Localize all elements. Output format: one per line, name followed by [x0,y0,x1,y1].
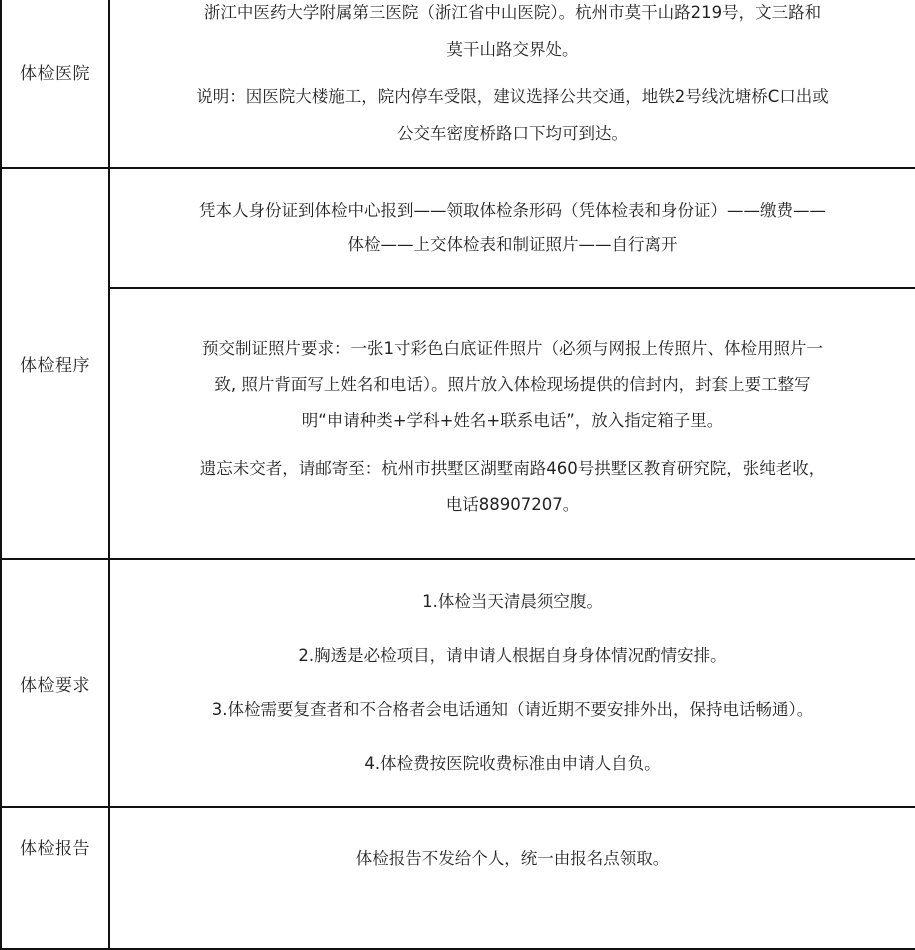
photo-requirement-line-3: 明“申请种类+学科+姓名+联系电话”，放入指定箱子里。 [301,410,724,430]
requirement-item-2: 2.胸透是必检项目，请申请人根据自身身体情况酌情安排。 [298,646,727,665]
mail-instruction-line-1: 遗忘未交者，请邮寄至：杭州市拱墅区湖墅南路460号拱墅区教育研究院，张纯老收， [199,458,826,478]
requirement-item-3: 3.体检需要复查者和不合格者会电话通知（请近期不要安排外出，保持电话畅通）。 [211,700,814,719]
table-row-procedure-flow [1,168,915,288]
row-label-report [1,807,109,949]
requirement-item-1: 1.体检当天清晨须空腹。 [422,592,603,611]
row-label-report-text: 体检报告 [20,839,90,859]
table-row-report [1,807,915,949]
hospital-address-line-1: 浙江中医药大学附属第三医院（浙江省中山医院）。杭州市莫干山路219号，文三路和 [203,2,822,22]
photo-requirement-line-2: 致, 照片背面写上姓名和电话）。照片放入体检现场提供的信封内，封套上要工整写 [214,374,811,394]
spacer [110,439,915,451]
table-row-requirements [1,559,915,807]
row-label-hospital: 体检医院 [1,0,109,168]
photo-requirement-cell [109,288,915,559]
spacer [110,673,915,693]
hospital-address-line-2: 莫干山路交界处。 [446,39,579,59]
procedure-flow-line-1: 凭本人身份证到体检中心报到——领取体检条形码（凭体检表和身份证）——缴费—— [199,201,826,220]
requirements-cell [109,559,915,807]
report-text: 体检报告不发给个人，统一由报名点领取。 [355,849,670,868]
hospital-note-line-2: 公交车密度桥路口下均可到达。 [397,123,628,143]
photo-requirement-line-1: 预交制证照片要求：一张1寸彩色白底证件照片（必须与网报上传照片、体检用照片一 [202,338,823,358]
mail-instruction-line-2: 电话88907207。 [445,494,580,514]
table-row-hospital [1,0,915,168]
hospital-info-cell [109,0,915,168]
spacer [110,727,915,747]
spacer [110,68,915,78]
report-cell [109,807,915,949]
procedure-flow-cell [109,168,915,288]
spacer [110,619,915,639]
requirement-item-4: 4.体检费按医院收费标准由申请人自负。 [364,754,661,773]
procedure-flow-line-2: 体检——上交体检表和制证照片——自行离开 [347,235,678,254]
table-row-procedure-photo [1,288,915,559]
hospital-note-line-1: 说明：因医院大楼施工，院内停车受限，建议选择公共交通，地铁2号线沈塘桥C口出或 [196,86,829,106]
row-label-procedure: 体检程序 [1,168,109,559]
row-label-requirements: 体检要求 [1,559,109,807]
